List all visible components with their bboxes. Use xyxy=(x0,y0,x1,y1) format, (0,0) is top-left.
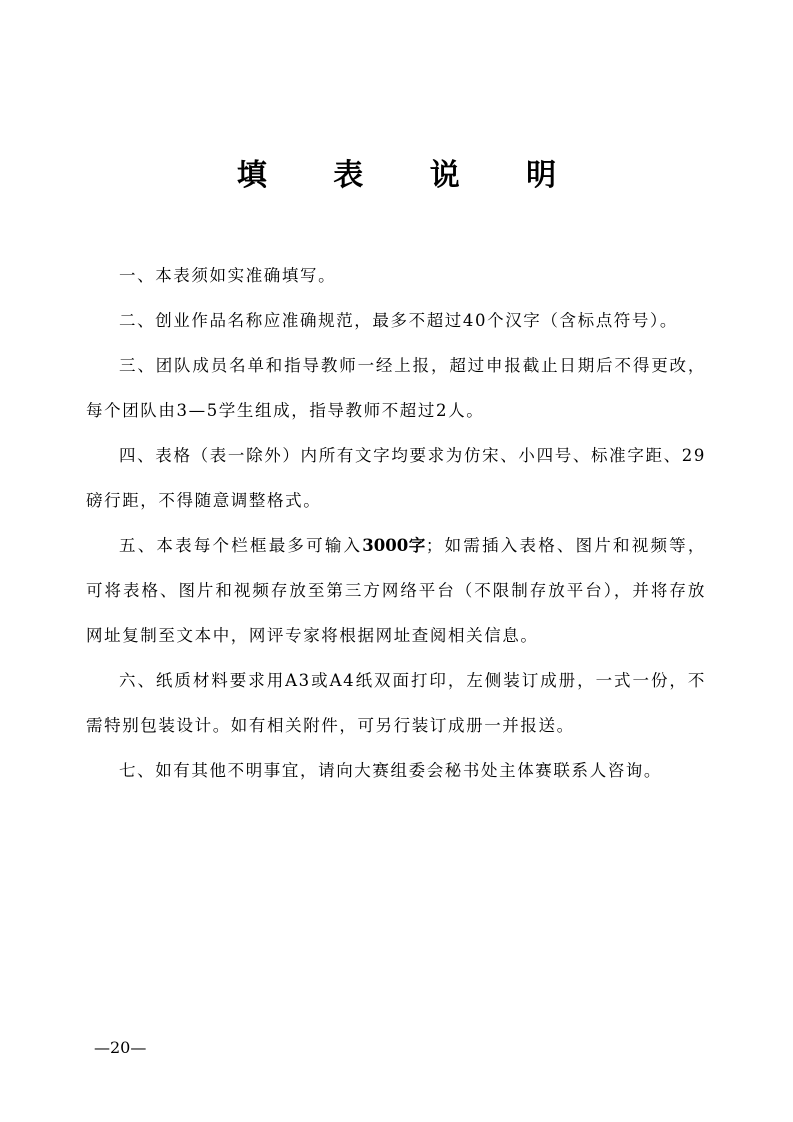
instruction-item-2: 二、创业作品名称应准确规范，最多不超过40个汉字（含标点符号）。 xyxy=(119,311,678,330)
instruction-item-5-before: 五、本表每个栏框最多可输入 xyxy=(119,536,363,555)
instruction-item-4: 四、表格（表一除外）内所有文字均要求为仿宋、小四号、标准字距、29磅行距，不得随意调整格式。 xyxy=(86,446,706,510)
instruction-item-5 xyxy=(86,523,706,658)
page-title: 填 表 说 明 xyxy=(236,158,585,193)
instruction-item-5-limit: 3000字 xyxy=(362,536,426,555)
instruction-item-7: 七、如有其他不明事宜，请向大赛组委会秘书处主体赛联系人咨询。 xyxy=(119,761,662,780)
instruction-item-1: 一、本表须如实准确填写。 xyxy=(119,266,337,285)
instruction-item-3: 三、团队成员名单和指导教师一经上报，超过申报截止日期后不得更改，每个团队由3—5学生组成，指导教师不超过2人。 xyxy=(86,356,706,420)
page-number: —20— xyxy=(94,1038,147,1057)
instructions-body xyxy=(86,253,706,793)
instruction-item-6: 六、纸质材料要求用A3或A4纸双面打印，左侧装订成册，一式一份，不需特别包装设计。如有相关附件，可另行装订成册一并报送。 xyxy=(86,671,706,735)
instruction-item-5-after: ；如需插入表格、图片和视频等，可将表格、图片和视频存放至第三方网络平台（不限制存放平台），并将存放网址复制至文本中，网评专家将根据网址查阅相关信息。 xyxy=(86,536,706,645)
